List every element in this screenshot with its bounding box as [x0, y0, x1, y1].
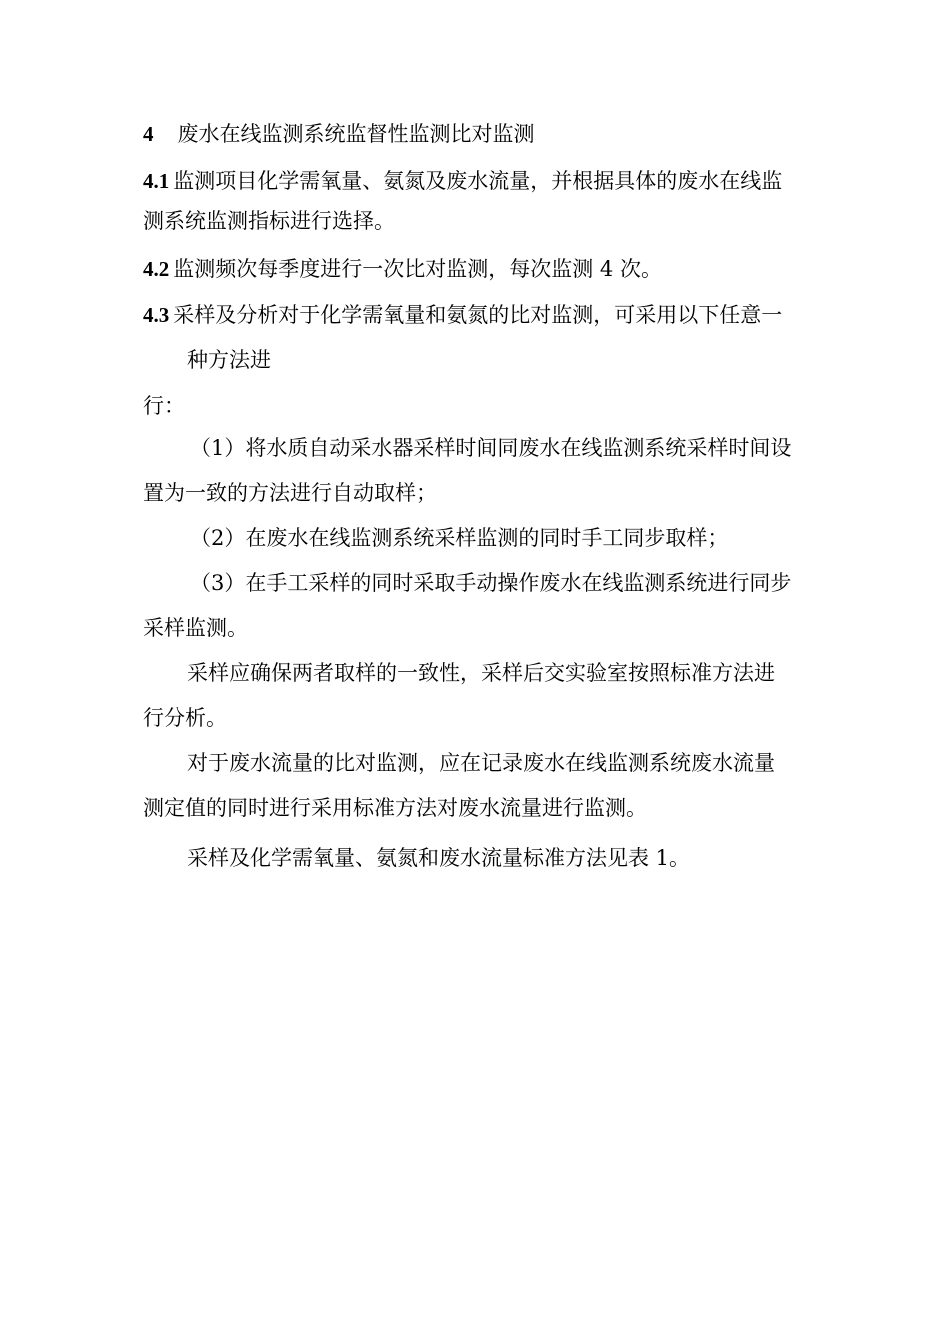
item-4-1-number: 4.1 — [143, 169, 170, 193]
item-4-3-number: 4.3 — [143, 303, 170, 327]
paragraph-3-text-1: 采样及化学需氧量、氨氮和废水流量标准方法见表 1。 — [187, 846, 691, 870]
item-4-2-text-1: 监测频次每季度进行一次比对监测，每次监测 4 次。 — [173, 257, 662, 281]
method-3-text-2: 采样监测。 — [143, 616, 248, 640]
method-1-line-1 — [190, 433, 833, 463]
item-4-3-text-1: 采样及分析对于化学需氧量和氨氮的比对监测，可采用以下任意一 — [173, 303, 783, 327]
section-title: 废水在线监测系统监督性监测比对监测 — [177, 122, 535, 146]
item-4-1-line-1 — [143, 166, 833, 196]
item-4-3-text-2: 种方法进 — [187, 348, 271, 372]
method-1-line-2 — [143, 478, 833, 508]
item-4-2-line-1 — [143, 254, 833, 284]
paragraph-1-line-2 — [143, 703, 833, 733]
item-4-3-line-3 — [143, 391, 833, 421]
paragraph-2-text-2: 测定值的同时进行采用标准方法对废水流量进行监测。 — [143, 796, 647, 820]
section-heading — [143, 119, 833, 149]
paragraph-3-line-1 — [187, 843, 833, 873]
item-4-3-line-1 — [143, 300, 833, 330]
method-1-text-2: 置为一致的方法进行自动取样； — [143, 481, 437, 505]
paragraph-2-text-1: 对于废水流量的比对监测，应在记录废水在线监测系统废水流量 — [187, 751, 775, 775]
item-4-2-number: 4.2 — [143, 257, 170, 281]
item-4-1-text-2: 测系统监测指标进行选择。 — [143, 209, 395, 233]
item-4-3-line-2 — [187, 345, 833, 375]
item-4-3-text-3: 行： — [143, 394, 185, 418]
method-1-text-1: （1）将水质自动采水器采样时间同废水在线监测系统采样时间设 — [190, 436, 792, 460]
paragraph-2-line-1 — [187, 748, 833, 778]
method-2-text-1: （2）在废水在线监测系统采样监测的同时手工同步取样； — [190, 526, 729, 550]
paragraph-1-text-1: 采样应确保两者取样的一致性，采样后交实验室按照标准方法进 — [187, 661, 775, 685]
paragraph-1-line-1 — [187, 658, 833, 688]
item-4-1-line-2 — [143, 206, 833, 236]
paragraph-1-text-2: 行分析。 — [143, 706, 227, 730]
method-2-line-1 — [190, 523, 833, 553]
item-4-1-text-1: 监测项目化学需氧量、氨氮及废水流量，并根据具体的废水在线监 — [173, 169, 783, 193]
paragraph-2-line-2 — [143, 793, 833, 823]
section-number: 4 — [143, 122, 154, 146]
method-3-line-2 — [143, 613, 833, 643]
method-3-text-1: （3）在手工采样的同时采取手动操作废水在线监测系统进行同步 — [190, 571, 792, 595]
method-3-line-1 — [190, 568, 833, 598]
